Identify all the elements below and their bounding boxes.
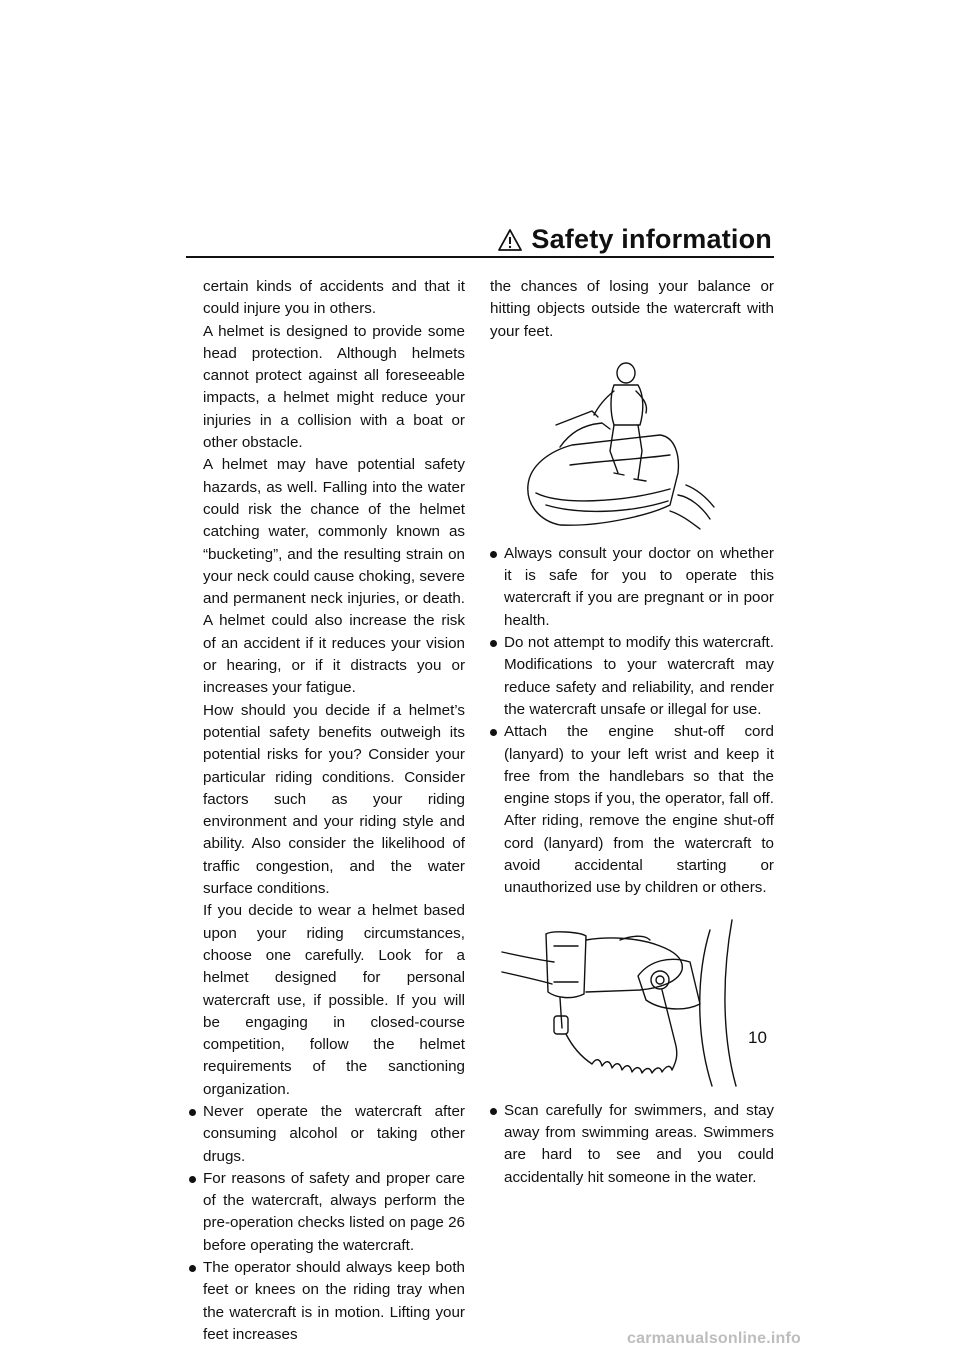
bullet-text: Scan carefully for swimmers, and stay away from swimming areas. Swimmers are hard to see and you could accidentally hit someone in the water. xyxy=(504,1101,774,1186)
wrist-lanyard-illustration xyxy=(500,916,750,1088)
bullet-icon xyxy=(490,1108,497,1115)
bullet-text: Never operate the watercraft after consuming alcohol or taking other drugs. xyxy=(203,1102,465,1165)
watermark: carmanualsonline.info xyxy=(627,1330,802,1347)
bullet-item xyxy=(490,543,774,632)
bullet-item xyxy=(189,1168,465,1257)
bullet-item xyxy=(490,1100,774,1189)
paragraph: A helmet is designed to provide some head protection. Although helmets cannot protect against all foreseeable impacts, a helmet might reduce your injuries in a collision with a boat or other obstacle. xyxy=(203,322,465,452)
continuation-paragraph: the chances of losing your balance or hitting objects outside the watercraft with your feet. xyxy=(490,278,774,340)
standing-rider-watercraft-illustration xyxy=(510,355,720,533)
bullet-item xyxy=(189,1257,465,1346)
bullet-icon xyxy=(189,1109,196,1116)
bullet-icon xyxy=(490,729,497,736)
bullet-icon xyxy=(189,1176,196,1183)
header-title-text: Safety information xyxy=(531,224,772,254)
bullet-text: For reasons of safety and proper care of the watercraft, always perform the pre-operation checks listed on page 26 before operating the watercraft. xyxy=(203,1169,465,1254)
warning-triangle-icon xyxy=(497,228,523,252)
paragraph: A helmet may have potential safety hazards, as well. Falling into the water could risk the chance of the helmet catching water, commonly known as “bucketing”, and the resulting strain on your neck could cause choking, severe and permanent neck injuries, or death. A helmet could also increase the risk of an accident if it reduces your vision or hearing, or if it distracts you or increases your fatigue. xyxy=(203,456,465,697)
header-rule xyxy=(186,256,774,258)
bullet-icon xyxy=(490,551,497,558)
bullet-item xyxy=(189,1101,465,1168)
page-number: 10 xyxy=(748,1028,767,1047)
paragraph: If you decide to wear a helmet based upon your riding circumstances, choose one carefully. Look for a helmet designed for personal watercraft use, if possible. If you will be engaging in closed-course competition, follow the helmet requirements of the sanctioning organization. xyxy=(203,902,465,1098)
bullet-text: The operator should always keep both feet or knees on the riding tray when the watercraft is in motion. Lifting your feet increases xyxy=(203,1259,465,1343)
right-column xyxy=(490,276,774,1189)
page-header xyxy=(186,222,774,256)
paragraph: How should you decide if a helmet’s potential safety benefits outweigh its potential risks for you? Consider your particular riding conditions. Consider factors such as your riding environment and your riding style and ability. Also consider the likelihood of traffic congestion, and the water surface conditions. xyxy=(203,701,465,898)
bullet-item xyxy=(490,632,774,721)
paragraph: certain kinds of accidents and that it could injure you in others. xyxy=(203,278,465,318)
bullet-text: Do not attempt to modify this watercraft. Modifications to your watercraft may reduce safety and reliability, and render the watercraft unsafe or illegal for use. xyxy=(504,634,774,718)
bullet-item xyxy=(490,721,774,899)
bullet-icon xyxy=(189,1265,196,1272)
bullet-icon xyxy=(490,640,497,647)
bullet-text: Always consult your doctor on whether it is safe for you to operate this watercraft if you are pregnant or in poor health. xyxy=(504,544,774,629)
header-title xyxy=(497,224,772,255)
left-column xyxy=(203,276,465,1346)
bullet-text: Attach the engine shut-off cord (lanyard) to your left wrist and keep it free from the handlebars so that the engine stops if you, the operator, fall off. After riding, remove the engine shut-off cord (lanyard) from the watercraft to avoid accidental starting or unauthorized use by children or others. xyxy=(504,723,774,897)
